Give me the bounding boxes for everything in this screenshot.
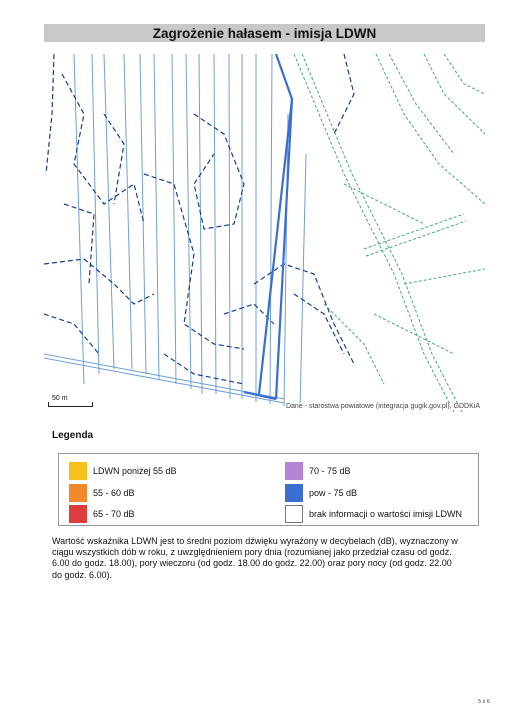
legend-title: Legenda — [52, 430, 94, 441]
scale-label: 50 m — [52, 395, 68, 402]
description-text: Wartość wskaźnika LDWN jest to średni poziom dźwięku wyrażony w decybelach (dB), wyznaczony w ciągu wszystkich dób w roku, z uwzględnieniem pory dnia (rozumianej jako przedział czasu od godz. 6.00 do godz. 18.00), pory wieczoru (od godz. 18.00 do godz. 22.00) oraz pory nocy (od godz. 22.00 do godz. 6.00). — [52, 536, 458, 580]
legend-item-55-60 — [69, 484, 135, 502]
scale-bar — [48, 395, 93, 407]
noise-map[interactable] — [44, 54, 485, 412]
legend-swatch — [69, 484, 87, 502]
legend-label: 55 - 60 dB — [93, 488, 135, 498]
map-attribution: Dane - starostwa powiatowe (integracja gugik.gov.pl), GDDKiA — [285, 403, 480, 410]
legend-label: 65 - 70 dB — [93, 509, 135, 519]
legend-item-below-55 — [69, 462, 177, 480]
legend-label: brak informacji o wartości imisji LDWN — [309, 509, 463, 519]
legend-label: pow - 75 dB — [309, 488, 358, 498]
legend-item-70-75 — [285, 462, 351, 480]
page-title: Zagrożenie hałasem - imisja LDWN — [152, 25, 377, 41]
legend-swatch — [285, 484, 303, 502]
legend-label: 70 - 75 dB — [309, 466, 351, 476]
scale-bar-line — [48, 402, 93, 407]
legend-label: LDWN poniżej 55 dB — [93, 466, 177, 476]
legend-swatch — [69, 505, 87, 523]
legend-swatch — [285, 505, 303, 523]
legend-swatch — [69, 462, 87, 480]
legend-box — [58, 453, 479, 526]
legend-item-no-data — [285, 505, 462, 523]
title-bar — [44, 24, 485, 42]
legend-item-65-70 — [69, 505, 135, 523]
legend-item-above-75 — [285, 484, 357, 502]
map-parcel-lines — [44, 54, 485, 412]
legend-swatch — [285, 462, 303, 480]
page-number: 5 z 6 — [478, 699, 490, 705]
